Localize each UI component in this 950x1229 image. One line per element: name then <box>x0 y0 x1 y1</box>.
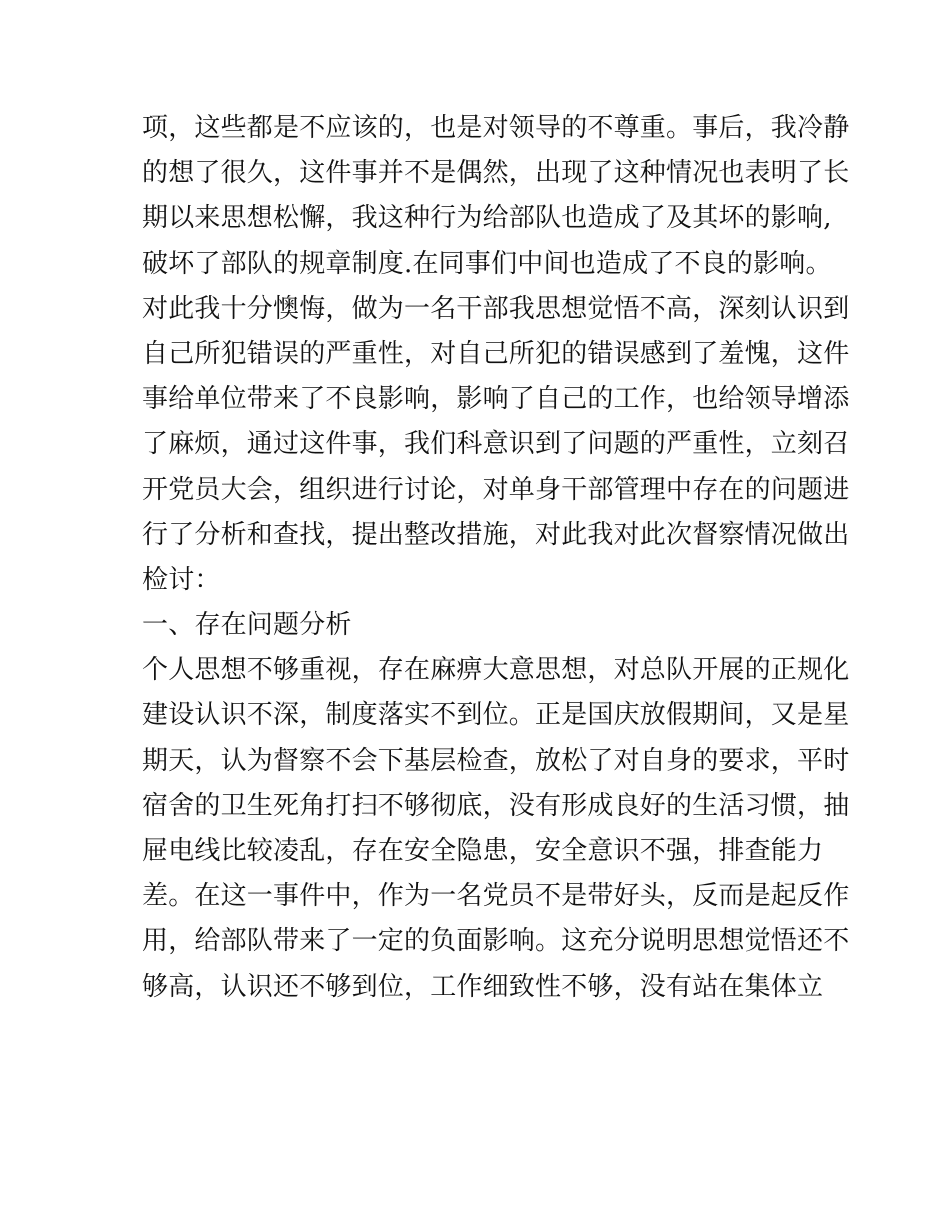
text-line: 开党员大会，组织进行讨论，对单身干部管理中存在的问题进 <box>142 474 850 505</box>
text-line: 个人思想不够重视，存在麻痹大意思想，对总队开展的正规化 <box>142 655 850 686</box>
text-line: 行了分析和查找，提出整改措施，对此我对此次督察情况做出 <box>142 519 850 550</box>
text-line: 项，这些都是不应该的，也是对领导的不尊重。事后，我冷静 <box>142 113 850 143</box>
text-line: 期以来思想松懈，我这种行为给部队也造成了及其坏的影响, <box>142 203 832 234</box>
text-line: 检讨： <box>142 564 221 595</box>
section-heading: 一、存在问题分析 <box>142 610 352 641</box>
text-line: 建设认识不深，制度落实不到位。正是国庆放假期间，又是星 <box>142 700 850 731</box>
text-line: 了麻烦，通过这件事，我们科意识到了问题的严重性，立刻召 <box>142 429 850 460</box>
text-line: 够高，认识还不够到位，工作细致性不够，没有站在集体立 <box>142 971 824 1002</box>
text-line: 的想了很久，这件事并不是偶然，出现了这种情况也表明了长 <box>142 158 850 189</box>
text-line: 屉电线比较凌乱，存在安全隐患，安全意识不强，排查能力 <box>142 836 824 866</box>
text-line: 破坏了部队的规章制度.在同事们中间也造成了不良的影响。 <box>142 248 832 279</box>
text-line: 用，给部队带来了一定的负面影响。这充分说明思想觉悟还不 <box>142 926 850 957</box>
text-line: 宿舍的卫生死角打扫不够彻底，没有形成良好的生活习惯，抽 <box>142 790 850 821</box>
text-line: 期天，认为督察不会下基层检查，放松了对自身的要求，平时 <box>142 745 850 776</box>
text-line: 差。在这一事件中，作为一名党员不是带好头，反而是起反作 <box>142 881 850 912</box>
document-body <box>142 106 850 1010</box>
text-line: 自己所犯错误的严重性，对自己所犯的错误感到了羞愧，这件 <box>142 338 850 369</box>
text-line: 事给单位带来了不良影响，影响了自己的工作，也给领导增添 <box>142 384 850 415</box>
text-line: 对此我十分懊悔，做为一名干部我思想觉悟不高，深刻认识到 <box>142 293 850 324</box>
